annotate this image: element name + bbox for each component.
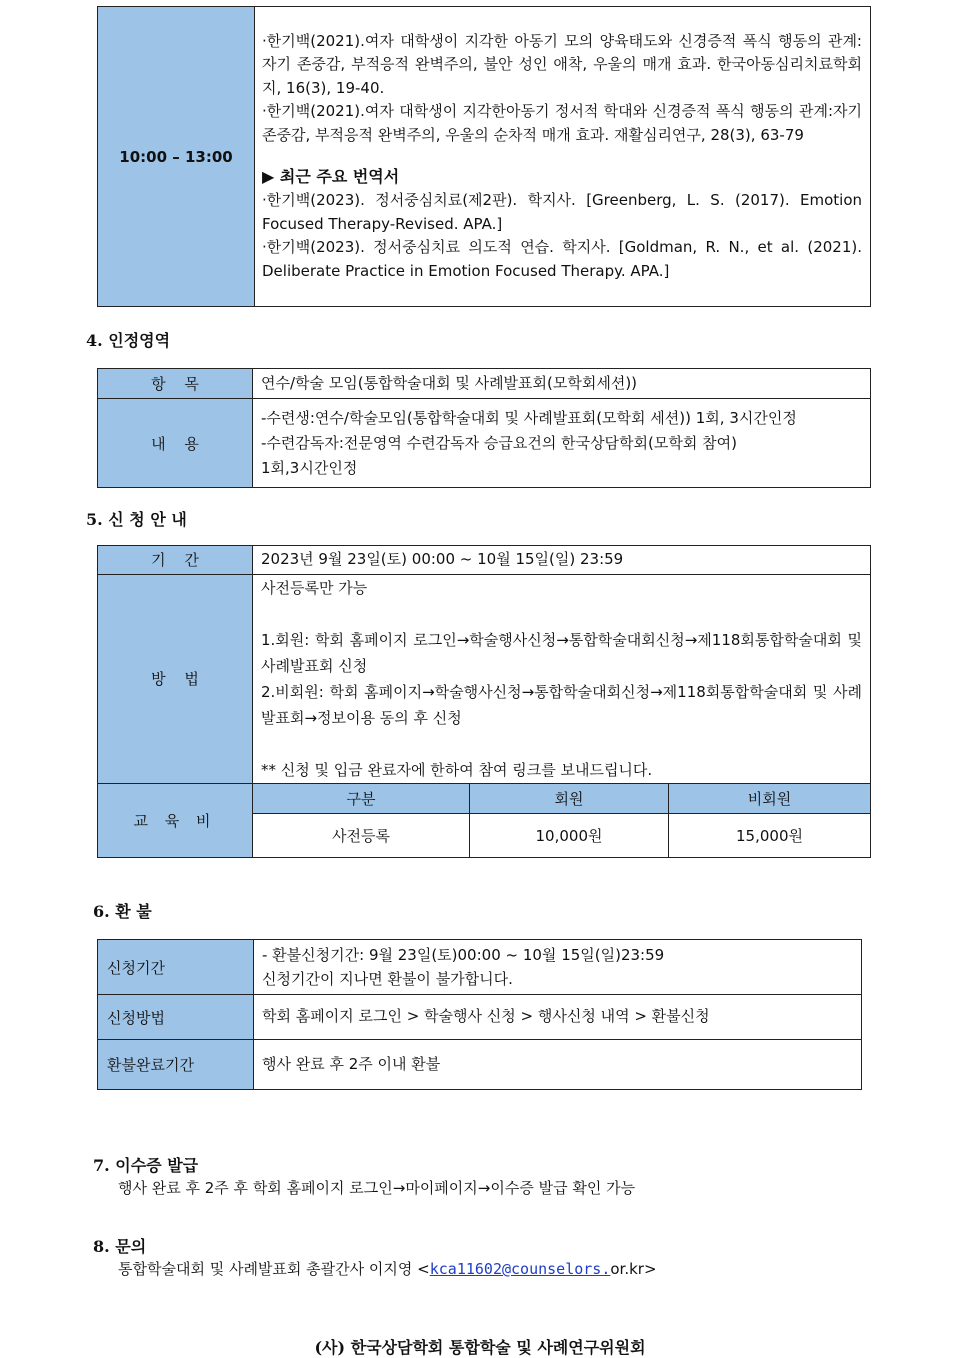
section7-text: 행사 완료 후 2주 후 학회 홈페이지 로그인→마이페이지→이수증 발급 확인 가능 (118, 1179, 636, 1197)
item-label-cell (98, 369, 253, 399)
section8-heading: 8. 문의 (93, 1237, 147, 1256)
method-line-member: 1.회원: 학회 홈페이지 로그인→학술행사신청→통합학술대회신청→제118회통합학술대회 및 사례발표회 신청 (261, 630, 862, 675)
period-value: 2023년 9월 23일(토) 00:00 ~ 10월 15일(일) 23:59 (253, 546, 871, 575)
content-label-cell (98, 399, 253, 488)
ref-2: ·한기백(2021).여자 대학생이 지각한아동기 정서적 학대와 신경증적 폭식 행동의 관계:자기 존중감, 부적응적 완벽주의, 우울의 순차적 매개 효과. 재활심리연구, 28(3), 63-79 (262, 102, 862, 144)
method-line-nonmember: 2.비회원: 학회 홈페이지→학술행사신청→통합학술대회신청→제118회통합학술대회 및 사례발표회→정보이용 동의 후 신청 (261, 682, 862, 727)
method-line-note: ** 신청 및 입금 완료자에 한하여 참여 링크를 보내드립니다. (261, 760, 653, 779)
content-value-cell (253, 399, 871, 488)
refund-period-line-2: 신청기간이 지나면 환불이 불가합니다. (262, 970, 513, 988)
refund-period-cell (254, 940, 862, 995)
content-line-2: -수련감독자:전문영역 수련감독자 승급요건의 한국상담학회(모학회 참여) (261, 433, 737, 452)
translations-heading: ▶ 최근 주요 번역서 (262, 167, 400, 187)
item-value: 연수/학술 모임(통합학술대회 및 사례발표회(모학회세션)) (253, 369, 871, 399)
period-label-cell (98, 546, 253, 575)
refund-method-value: 학회 홈페이지 로그인 > 학술행사 신청 > 행사신청 내역 > 환불신청 (254, 995, 862, 1040)
refund-complete-label: 환불완료기간 (98, 1040, 254, 1090)
content-label: 내 용 (151, 434, 199, 453)
translation-1: ·한기백(2023). 정서중심치료(제2판). 학지사. [Greenberg, L. S. (2017). Emotion Focused Therapy-Revised. APA.] (262, 191, 862, 233)
email-tail: or.kr> (610, 1260, 657, 1278)
email-link[interactable]: kca11602@counselors. (429, 1260, 611, 1278)
section8-contact (118, 1258, 657, 1279)
method-value-cell (253, 574, 871, 783)
section7-heading: 7. 이수증 발급 (93, 1156, 199, 1175)
section6-heading: 6. 환 불 (93, 902, 152, 921)
fee-label-cell (98, 783, 253, 857)
refund-complete-value: 행사 완료 후 2주 이내 환불 (254, 1040, 862, 1090)
fee-header-member: 회원 (470, 783, 669, 813)
schedule-table (97, 6, 871, 307)
accreditation-table (97, 368, 871, 488)
section5-heading: 5. 신 청 안 내 (86, 510, 187, 529)
refund-period-label: 신청기간 (98, 940, 254, 995)
section4-heading: 4. 인정영역 (86, 331, 171, 350)
schedule-time-cell (98, 7, 255, 307)
ref-1: ·한기백(2021).여자 대학생이 지각한 아동기 모의 양육태도와 신경증적 폭식 행동의 관계: 자기 존중감, 부적응적 완벽주의, 불안 성인 애착, 우울의 매개 효과. 한국아동심리치료학회지, 16(3), 19-40. (262, 31, 862, 97)
method-label-cell (98, 574, 253, 783)
schedule-detail-cell (255, 7, 871, 307)
fee-nonmember: 15,000원 (669, 813, 871, 857)
application-table (97, 545, 871, 858)
content-line-3: 1회,3시간인정 (261, 458, 358, 477)
fee-header-nonmember: 비회원 (669, 783, 871, 813)
item-label: 항 목 (151, 375, 199, 393)
refund-table (97, 939, 862, 1090)
contact-text: 통합학술대회 및 사례발표회 총괄간사 이지영 < (118, 1260, 430, 1278)
method-label: 방 법 (151, 670, 199, 688)
translation-2: ·한기백(2023). 정서중심치료 의도적 연습. 학지사. [Goldman, R. N., et al. (2021). Deliberate Practice in Emotion Focused Therapy. APA.] (262, 238, 862, 280)
fee-member: 10,000원 (470, 813, 669, 857)
fee-label: 교 육 비 (133, 811, 217, 830)
content-line-1: -수련생:연수/학술모임(통합학술대회 및 사례발표회(모학회 세션)) 1회, 3시간인정 (261, 408, 797, 427)
refund-method-label: 신청방법 (98, 995, 254, 1040)
method-line-1: 사전등록만 가능 (261, 578, 368, 597)
refund-period-line-1: - 환불신청기간: 9월 23일(토)00:00 ~ 10월 15일(일)23:59 (262, 946, 665, 964)
footer-org: (사) 한국상담학회 통합학술 및 사례연구위원회 (314, 1338, 646, 1357)
period-label: 기 간 (151, 551, 199, 570)
fee-header-category: 구분 (253, 783, 470, 813)
fee-category: 사전등록 (253, 813, 470, 857)
schedule-time: 10:00 – 13:00 (119, 147, 233, 166)
